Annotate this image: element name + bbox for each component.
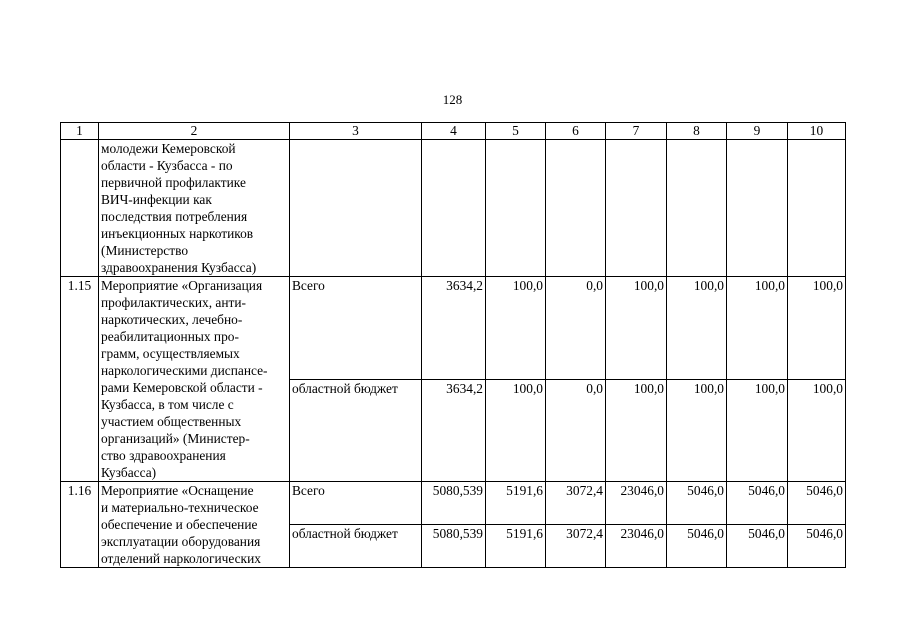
value-cell [667,140,727,277]
value-cell: 100,0 [667,277,727,380]
column-header: 10 [788,123,846,140]
table-header-row [61,123,846,140]
value-cell: 0,0 [546,277,606,380]
column-header: 7 [606,123,667,140]
value-cell [486,140,546,277]
measure-description: молодежи Кемеровской области - Кузбасса - по первичной профилактике ВИЧ-инфекции как последствия потребления инъекционных наркотиков (Министерство здравоохранения Кузбасса) [99,140,290,277]
funding-source: Всего [290,277,422,380]
value-cell: 23046,0 [606,482,667,525]
value-cell: 3634,2 [422,379,486,482]
value-cell: 3634,2 [422,277,486,380]
value-cell [422,140,486,277]
column-header: 4 [422,123,486,140]
funding-source: областной бюджет [290,525,422,568]
column-header: 1 [61,123,99,140]
table-row [61,482,846,525]
value-cell: 100,0 [788,379,846,482]
measure-description: Мероприятие «Оснащение и материально-техническое обеспечение и обеспечение эксплуатации оборудования отделений наркологических [99,482,290,568]
value-cell: 5191,6 [486,482,546,525]
value-cell [788,140,846,277]
value-cell: 23046,0 [606,525,667,568]
column-header: 8 [667,123,727,140]
measure-description: Мероприятие «Организация профилактических, анти- наркотических, лечебно- реабилитационных про- грамм, осуществляемых наркологическими диспансе- рами Кемеровской области - Кузбасса, в том числе с участием общественных организаций» (Министер- ство здравоохранения Кузбасса) [99,277,290,482]
value-cell: 100,0 [606,277,667,380]
funding-source: Всего [290,482,422,525]
value-cell: 100,0 [727,277,788,380]
page-number: 128 [442,92,463,107]
funding-source [290,140,422,277]
value-cell: 100,0 [606,379,667,482]
value-cell: 100,0 [788,277,846,380]
table-row-continuation [61,140,846,277]
value-cell: 5046,0 [667,482,727,525]
value-cell: 0,0 [546,379,606,482]
value-cell [606,140,667,277]
value-cell: 5191,6 [486,525,546,568]
column-header: 3 [290,123,422,140]
value-cell [727,140,788,277]
value-cell: 100,0 [486,379,546,482]
column-header: 6 [546,123,606,140]
budget-table [60,122,846,568]
value-cell: 100,0 [667,379,727,482]
value-cell: 5080,539 [422,525,486,568]
value-cell: 5046,0 [788,525,846,568]
value-cell [546,140,606,277]
value-cell: 5046,0 [727,482,788,525]
table-row [61,277,846,380]
value-cell: 3072,4 [546,482,606,525]
row-index [61,140,99,277]
value-cell: 3072,4 [546,525,606,568]
value-cell: 5046,0 [667,525,727,568]
column-header: 5 [486,123,546,140]
row-index: 1.16 [61,482,99,568]
value-cell: 100,0 [486,277,546,380]
value-cell: 5080,539 [422,482,486,525]
value-cell: 5046,0 [727,525,788,568]
funding-source: областной бюджет [290,379,422,482]
value-cell: 5046,0 [788,482,846,525]
column-header: 9 [727,123,788,140]
column-header: 2 [99,123,290,140]
row-index: 1.15 [61,277,99,482]
value-cell: 100,0 [727,379,788,482]
